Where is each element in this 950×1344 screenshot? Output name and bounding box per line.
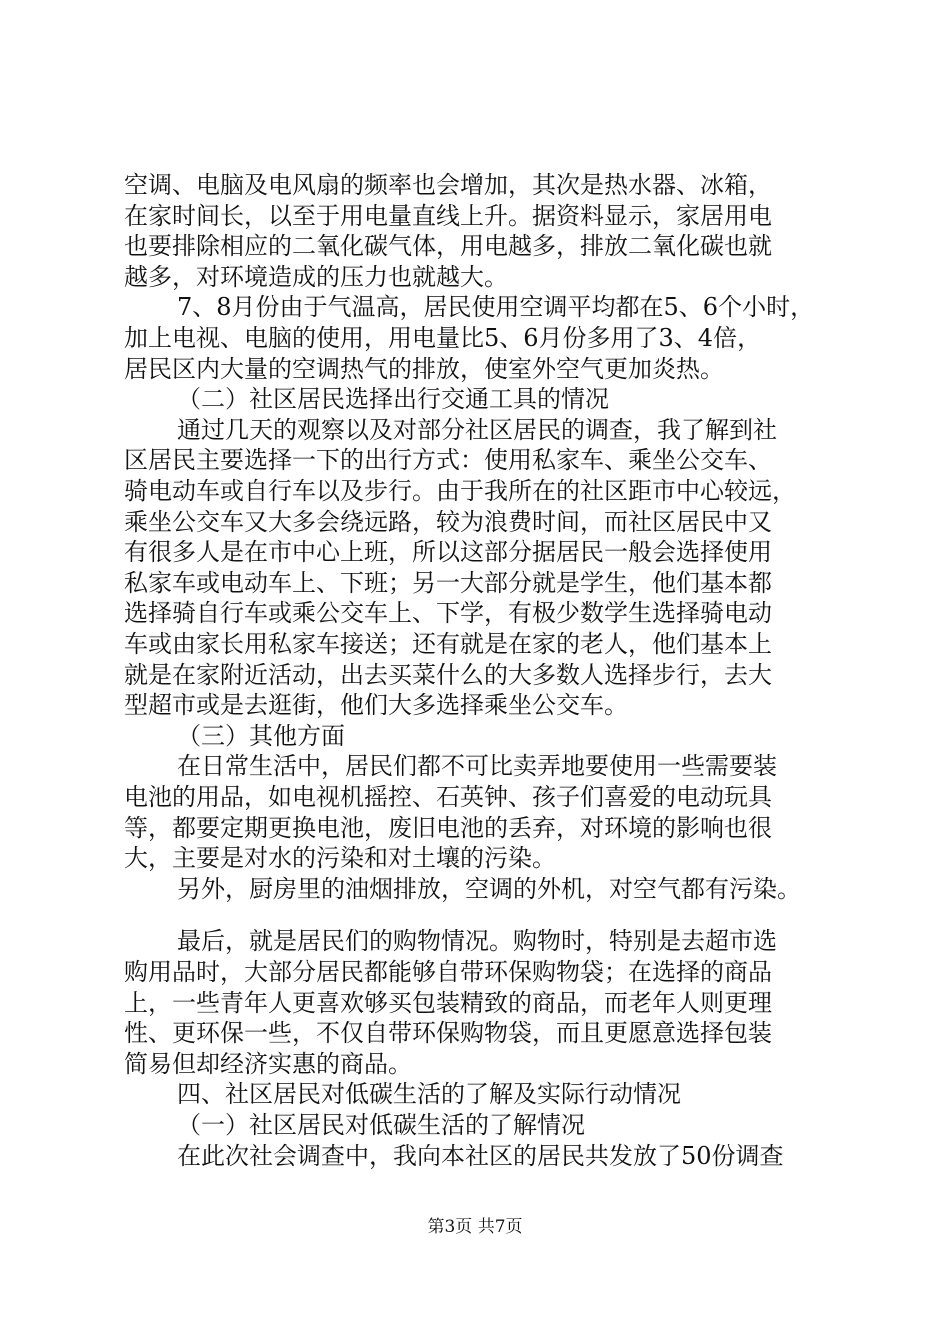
body-line-29: 简易但却经济实惠的商品。 — [124, 1049, 412, 1078]
body-line-15: 选择骑自行车或乘公交车上、下学，有极少数学生选择骑电动 — [124, 599, 772, 628]
body-line-26: 购用品时，大部分居民都能够自带环保购物袋；在选择的商品 — [124, 958, 772, 986]
body-line-3: 也要排除相应的二氧化碳气体，用电越多，排放二氧化碳也就 — [124, 232, 772, 261]
body-line-32: 在此次社会调查中，我向本社区的居民共发放了50份调查 — [177, 1141, 784, 1170]
body-line-28: 性、更环保一些，不仅自带环保购物袋，而且更愿意选择包装 — [124, 1019, 772, 1048]
body-line-13: 有很多人是在市中心上班，所以这部分据居民一般会选择使用 — [124, 538, 772, 567]
body-line-4: 越多，对环境造成的压力也就越大。 — [124, 262, 508, 291]
body-line-27: 上，一些青年人更喜欢够买包装精致的商品，而老年人则更理 — [124, 988, 772, 1017]
page-footer: 第3页 共7页 — [427, 1217, 523, 1237]
body-line-9: 通过几天的观察以及对部分社区居民的调查，我了解到社 — [177, 415, 777, 444]
body-line-20: 在日常生活中，居民们都不可比卖弄地要使用一些需要装 — [177, 752, 777, 781]
body-line-7: 居民区内大量的空调热气的排放，使室外空气更加炎热。 — [124, 354, 724, 383]
body-line-2: 在家时间长，以至于用电量直线上升。据资料显示，家居用电 — [124, 201, 772, 230]
body-line-16: 车或由家长用私家车接送；还有就是在家的老人，他们基本上 — [124, 630, 772, 658]
body-line-23: 大，主要是对水的污染和对土壤的污染。 — [124, 844, 556, 873]
body-line-5: 7、8月份由于气温高，居民使用空调平均都在5、6个小时， — [177, 293, 815, 322]
body-line-25: 最后，就是居民们的购物情况。购物时，特别是去超市选 — [177, 927, 777, 956]
body-line-30: 四、社区居民对低碳生活的了解及实际行动情况 — [177, 1080, 681, 1109]
body-line-19: （三）其他方面 — [177, 721, 345, 750]
body-line-18: 型超市或是去逛街，他们大多选择乘坐公交车。 — [124, 691, 628, 720]
body-line-14: 私家车或电动车上、下班；另一大部分就是学生，他们基本都 — [124, 568, 772, 597]
body-line-10: 区居民主要选择一下的出行方式：使用私家车、乘坐公交车、 — [124, 446, 772, 475]
body-line-12: 乘坐公交车又大多会绕远路，较为浪费时间，而社区居民中又 — [124, 507, 772, 536]
body-line-22: 等，都要定期更换电池，废旧电池的丢弃，对环境的影响也很 — [124, 813, 772, 842]
body-line-11: 骑电动车或自行车以及步行。由于我所在的社区距市中心较远， — [124, 477, 796, 505]
body-line-1: 空调、电脑及电风扇的频率也会增加，其次是热水器、冰箱， — [124, 171, 772, 199]
body-line-24: 另外，厨房里的油烟排放，空调的外机，对空气都有污染。 — [177, 874, 801, 903]
body-line-6: 加上电视、电脑的使用，用电量比5、6月份多用了3、4倍， — [124, 324, 762, 352]
body-line-21: 电池的用品，如电视机摇控、石英钟、孩子们喜爱的电动玩具 — [124, 783, 772, 811]
body-line-31: （一）社区居民对低碳生活的了解情况 — [177, 1111, 585, 1139]
body-line-8: （二）社区居民选择出行交通工具的情况 — [177, 385, 609, 414]
body-line-17: 就是在家附近活动，出去买菜什么的大多数人选择步行，去大 — [124, 660, 772, 689]
